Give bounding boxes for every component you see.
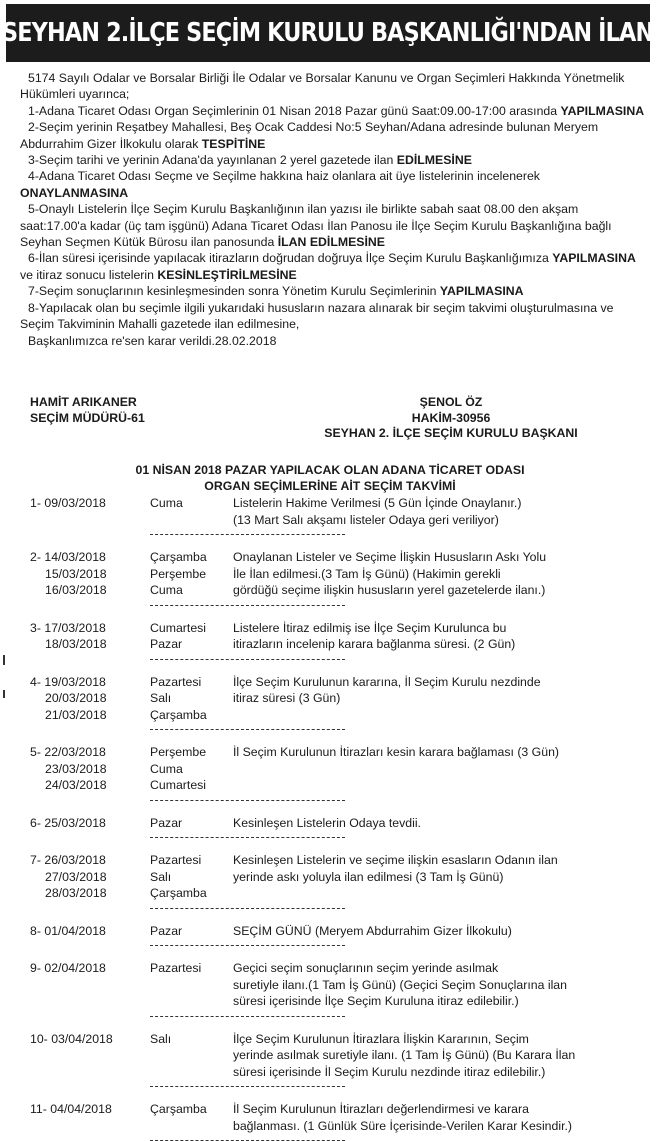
entry-days-line: Perşembe	[150, 566, 207, 581]
signatory-office: SEYHAN 2. İLÇE SEÇİM KURULU BAŞKANI	[324, 426, 578, 440]
entry-separator	[150, 837, 345, 838]
entry-days-line: Cuma	[150, 583, 183, 597]
entry-dates-line: 23/03/2018	[45, 761, 107, 776]
entry-dates-line: 2- 14/03/2018	[30, 550, 106, 564]
entry-separator	[150, 908, 345, 909]
banner-title: SEYHAN 2.İLÇE SEÇİM KURULU BAŞKANLIĞI'NDAN İLAN	[2, 18, 654, 48]
entry-dates	[30, 1031, 150, 1048]
item-text: 2-Seçim yerinin Reşatbey Mahallesi, Beş Ocak Caddesi No:5 Seyhan/Adana adresinde bulunan Meryem Abdurrahim Gizer İlkokulu olarak	[20, 120, 599, 151]
announcement-body	[20, 70, 646, 349]
entry-description-line: Listelere İtiraz edilmiş ise İlçe Seçim Kurulunca bu	[233, 620, 507, 635]
entry-days	[150, 744, 230, 794]
entry-description-line: süresi içerisinde İlçe Seçim Kuruluna itiraz edilebilir.)	[233, 994, 519, 1008]
entry-description-line: İlçe Seçim Kurulunun kararına, İl Seçim Kurulu nezdinde	[233, 674, 541, 689]
entry-separator	[150, 729, 345, 730]
entry-dates-line: 3- 17/03/2018	[30, 620, 106, 635]
entry-description	[233, 923, 633, 940]
item-text: 3-Seçim tarihi ve yerinin Adana'da yayınlanan 2 yerel gazetede ilan	[28, 153, 397, 168]
signatory-name: HAMİT ARIKANER	[30, 395, 137, 409]
entry-days-line: Çarşamba	[150, 1102, 207, 1116]
entry-description	[233, 815, 633, 832]
signatory-title: SEÇİM MÜDÜRÜ-61	[30, 410, 145, 425]
entry-description-line: SEÇİM GÜNÜ (Meryem Abdurrahim Gizer İlkokulu)	[233, 923, 512, 938]
entry-days-line: Cuma	[150, 761, 183, 776]
margin-mark	[3, 655, 5, 665]
entry-days	[150, 495, 230, 512]
item-text: 7-Seçim sonuçlarının kesinleşmesinden sonra Yönetim Kurulu Seçimlerinin	[28, 284, 440, 299]
entry-description	[233, 960, 633, 1010]
entry-dates-line: 11- 04/04/2018	[30, 1102, 112, 1116]
entry-separator	[150, 605, 345, 606]
item-text: 8-Yapılacak olan bu seçimle ilgili yukarıdaki hususların nazara alınarak bir seçim takvimi oluşturulmasına ve Seçim Takviminin Mahalli gazetede ilan edilmesine,	[20, 300, 614, 332]
entry-days-line: Salı	[150, 691, 172, 705]
entry-days-line: Cumartesi	[150, 778, 207, 792]
entry-days-line: Salı	[150, 869, 172, 884]
entry-description-line: yerinde askı yoluyla ilan edilmesi (3 Tam İş Günü)	[233, 869, 504, 884]
item-verdict: TESPİTİNE	[201, 136, 266, 151]
entry-days	[150, 1101, 230, 1118]
item-verdict: KESİNLEŞTİRİLMESİNE	[157, 267, 297, 282]
entry-dates	[30, 1101, 150, 1118]
entry-days	[150, 620, 230, 653]
entry-description-line: Listelerin Hakime Verilmesi (5 Gün İçinde Onaylanır.)	[233, 496, 522, 510]
schedule-title-line: ORGAN SEÇİMLERİNE AİT SEÇİM TAKVİMİ	[204, 478, 456, 493]
entry-dates	[30, 960, 150, 977]
entry-days	[150, 1031, 230, 1048]
entry-days-line: Pazar	[150, 637, 183, 651]
entry-days	[150, 815, 230, 832]
entry-days	[150, 960, 230, 977]
entry-days-line: Perşembe	[150, 745, 207, 759]
entry-days	[150, 923, 230, 940]
entry-dates-line: 5- 22/03/2018	[30, 745, 106, 759]
entry-separator	[150, 1086, 345, 1087]
item-verdict: EDİLMESİNE	[396, 153, 472, 168]
paragraph-text: 5174 Sayılı Odalar ve Borsalar Birliği İle Odalar ve Borsalar Kanunu ve Organ Seçimleri Hakkında Yönetmelik Hükümleri uyarınca;	[20, 71, 625, 102]
entry-description-line: İlçe Seçim Kurulunun İtirazlara İlişkin Kararının, Seçim	[233, 1031, 529, 1046]
entry-days-line: Cumartesi	[150, 620, 207, 635]
signatory-left	[30, 395, 145, 426]
entry-days-line: Çarşamba	[150, 550, 207, 564]
entry-days-line: Pazar	[150, 815, 183, 830]
entry-description-line: suretiyle ilanı.(1 Tam İş Günü) (Geçici Seçim Sonuçlarına ilan	[233, 977, 567, 992]
entry-dates-line: 8- 01/04/2018	[30, 923, 106, 938]
decision-item-8	[20, 300, 646, 333]
entry-description	[233, 852, 633, 885]
entry-dates-line: 20/03/2018	[45, 691, 107, 705]
entry-dates	[30, 815, 150, 832]
entry-description	[233, 620, 633, 653]
entry-description-line: Kesinleşen Listelerin ve seçime ilişkin esasların Odanın ilan	[233, 853, 558, 867]
item-text: 6-İlan süresi içerisinde yapılacak itirazların doğrudan doğruya İlçe Seçim Kurulu Başkanlığımıza	[28, 251, 553, 266]
entry-dates	[30, 744, 150, 794]
entry-dates	[30, 495, 150, 512]
entry-description-line: itirazların incelenip karara bağlanma süresi. (2 Gün)	[233, 637, 516, 651]
entry-description-line: İl Seçim Kurulunun İtirazları kesin karara bağlaması (3 Gün)	[233, 745, 560, 759]
entry-separator	[150, 534, 345, 535]
decision-item-4	[20, 168, 646, 201]
entry-separator	[150, 800, 345, 801]
entry-dates	[30, 923, 150, 940]
entry-days	[150, 674, 230, 724]
item-verdict: YAPILMASINA	[552, 251, 636, 266]
entry-description	[233, 744, 633, 761]
entry-days-line: Çarşamba	[150, 886, 207, 900]
entry-description-line: İle İlan edilmesi.(3 Tam İş Günü) (Hakimin gerekli	[233, 566, 501, 581]
entry-dates-line: 9- 02/04/2018	[30, 961, 106, 975]
entry-separator	[150, 945, 345, 946]
entry-separator	[150, 659, 345, 660]
schedule-title	[40, 463, 620, 494]
decision-item-1	[20, 103, 646, 119]
decision-item-2	[20, 119, 646, 152]
entry-dates-line: 4- 19/03/2018	[30, 674, 106, 689]
signatory-right	[296, 395, 606, 442]
item-text: 5-Onaylı Listelerin İlçe Seçim Kurulu Başkanlığının ilan yazısı ile birlikte sabah saat 08.00 den akşam saat:17.00'a kadar (üç tam işgünü) Adana Ticaret Odası İlan Panosu ile İlçe Seçim Kurulu Başkanlığına bağlı Seyhan Seçmen Kütük Bürosu ilan panosunda	[20, 202, 612, 250]
decision-date-text: Başkanlımızca re'sen karar verildi.28.02.2018	[28, 333, 277, 348]
entry-description	[233, 1101, 633, 1134]
entry-description	[233, 495, 633, 528]
entry-dates-line: 1- 09/03/2018	[30, 496, 106, 510]
signatory-name: ŞENOL ÖZ	[419, 395, 483, 409]
decision-item-3	[20, 152, 646, 168]
entry-days	[150, 852, 230, 902]
entry-description-line: yerinde asılmak suretiyle ilanı. (1 Tam İş Günü) (Bu Karara İlan	[233, 1048, 576, 1062]
entry-days-line: Pazartesi	[150, 853, 202, 867]
entry-dates-line: 21/03/2018	[45, 707, 107, 722]
signatory-title: HAKİM-30956	[411, 410, 491, 425]
entry-dates	[30, 620, 150, 653]
schedule-title-line: 01 NİSAN 2018 PAZAR YAPILACAK OLAN ADANA TİCARET ODASI	[135, 463, 525, 477]
entry-description-line: itiraz süresi (3 Gün)	[233, 691, 341, 705]
entry-days-line: Cuma	[150, 496, 183, 510]
item-verdict: ONAYLANMASINA	[20, 185, 129, 200]
item-verdict: YAPILMASINA	[560, 103, 645, 118]
entry-description-line: Onaylanan Listeler ve Seçime İlişkin Hususların Askı Yolu	[233, 550, 547, 564]
entry-description-line: gördüğü seçime ilişkin hususların yerel gazetelerde ilanı.)	[233, 583, 546, 597]
decision-item-6	[20, 250, 646, 283]
entry-dates-line: 10- 03/04/2018	[30, 1031, 113, 1046]
entry-days	[150, 549, 230, 599]
decision-item-5	[20, 201, 646, 250]
entry-description	[233, 1031, 633, 1081]
entry-dates-line: 24/03/2018	[45, 778, 107, 792]
entry-description	[233, 674, 633, 707]
entry-dates	[30, 852, 150, 902]
margin-mark	[3, 690, 5, 698]
entry-separator	[150, 1016, 345, 1017]
decision-item-7	[20, 283, 646, 299]
intro-paragraph	[20, 70, 646, 103]
entry-dates-line: 7- 26/03/2018	[30, 853, 106, 867]
entry-dates-line: 27/03/2018	[45, 869, 107, 884]
item-verdict: YAPILMASINA	[439, 284, 524, 299]
item-text: 4-Adana Ticaret Odası Seçme ve Seçilme hakkına haiz olanlara ait üye listelerinin incelenerek	[28, 169, 540, 184]
entry-dates-line: 6- 25/03/2018	[30, 815, 106, 830]
entry-days-line: Salı	[150, 1031, 172, 1046]
entry-dates-line: 16/03/2018	[45, 583, 107, 597]
entry-description-line: Geçici seçim sonuçlarının seçim yerinde asılmak	[233, 961, 499, 975]
announcement-banner	[2, 4, 654, 62]
entry-description	[233, 549, 633, 599]
entry-description-line: Kesinleşen Listelerin Odaya tevdii.	[233, 815, 421, 830]
entry-description-line: İl Seçim Kurulunun İtirazları değerlendirmesi ve karara	[233, 1102, 529, 1116]
entry-dates-line: 15/03/2018	[45, 566, 107, 581]
entry-description-line: süresi içerisinde İl Seçim Kurulu nezdinde itiraz edilebilir.)	[233, 1064, 546, 1079]
item-verdict: İLAN EDİLMESİNE	[277, 235, 385, 250]
entry-days-line: Pazartesi	[150, 961, 202, 975]
entry-days-line: Pazar	[150, 923, 183, 938]
entry-dates-line: 18/03/2018	[45, 637, 107, 651]
entry-days-line: Çarşamba	[150, 707, 207, 722]
item-text: ve itiraz sonucu listelerin	[20, 267, 158, 282]
entry-dates	[30, 549, 150, 599]
item-text: 1-Adana Ticaret Odası Organ Seçimlerinin 01 Nisan 2018 Pazar günü Saat:09.00-17:00 arasında	[28, 103, 561, 118]
entry-days-line: Pazartesi	[150, 674, 202, 689]
decision-date	[20, 333, 646, 349]
entry-dates-line: 28/03/2018	[45, 886, 107, 900]
entry-description-line: bağlanması. (1 Günlük Süre İçerisinde-Verilen Karar Kesindir.)	[233, 1118, 573, 1133]
entry-dates	[30, 674, 150, 724]
entry-description-line: (13 Mart Salı akşamı listeler Odaya geri veriliyor)	[233, 512, 499, 527]
